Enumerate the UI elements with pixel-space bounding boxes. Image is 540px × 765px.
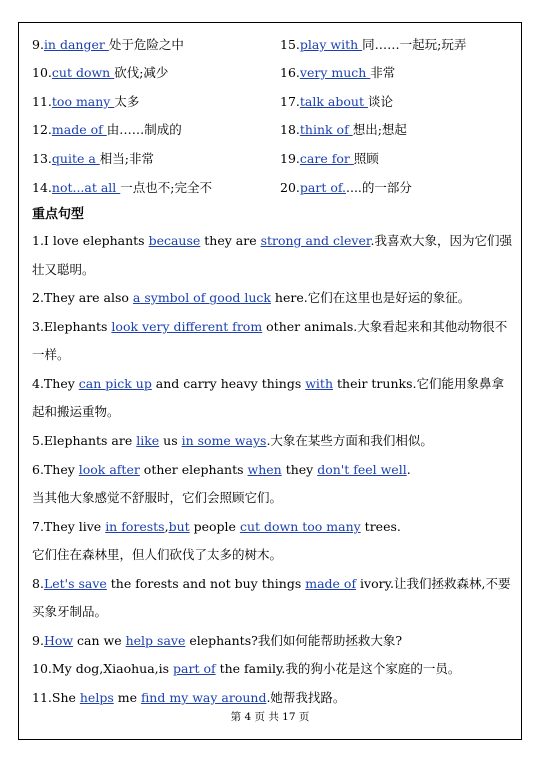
answer-phrase: but — [168, 519, 190, 534]
sentence-text: and carry heavy things — [151, 376, 306, 391]
sentence-text: ivory.让我们拯救森林,不要 — [356, 576, 511, 591]
sentence-text: .我喜欢大象，因为它们强 — [370, 233, 512, 248]
answer-phrase: helps — [79, 690, 114, 705]
sentence-line — [32, 630, 508, 652]
item-number: 16. — [280, 65, 300, 80]
vocab-row — [32, 177, 502, 199]
sentence-text: can we — [73, 633, 126, 648]
answer-phrase: look very different from — [111, 319, 263, 334]
sentence-text: other animals.大象看起来和其他动物很不 — [262, 319, 508, 334]
answer-phrase: in danger — [43, 37, 109, 52]
vocab-item — [32, 148, 154, 170]
vocab-row — [32, 91, 502, 113]
sentence-line — [32, 430, 508, 452]
sentence-text: 2.They are also — [32, 290, 133, 305]
answer-phrase: Let's save — [43, 576, 107, 591]
vocab-item — [32, 91, 139, 113]
definition: 处于危险之中 — [108, 37, 184, 52]
sentence-line — [32, 230, 512, 252]
sentence-text: they — [281, 462, 318, 477]
vocab-item — [280, 62, 395, 84]
definition: 由……制成的 — [106, 122, 182, 137]
sentence-line — [32, 259, 508, 281]
sentence-text: 1.I love elephants — [32, 233, 149, 248]
sentence-line — [32, 658, 508, 680]
sentence-text: 7.They live — [32, 519, 106, 534]
sentence-line — [32, 344, 508, 366]
answer-phrase: very much — [299, 65, 371, 80]
sentence-line — [32, 601, 508, 623]
sentence-text: the forests and not buy things — [106, 576, 306, 591]
answer-phrase: quite a — [51, 151, 100, 166]
definition: 一点也不;完全不 — [120, 180, 212, 195]
answer-phrase: How — [43, 633, 74, 648]
item-number: 12. — [32, 122, 52, 137]
vocab-item — [280, 91, 393, 113]
definition: ....的一部分 — [346, 180, 412, 195]
definition: 太多 — [114, 94, 140, 109]
answer-phrase: not...at all — [51, 180, 121, 195]
vocab-item — [32, 119, 182, 141]
answer-phrase: a symbol of good luck — [132, 290, 271, 305]
definition: 相当;非常 — [99, 151, 154, 166]
sentence-text: 壮又聪明。 — [32, 262, 95, 277]
sentence-line — [32, 373, 508, 395]
definition: 照顾 — [353, 151, 379, 166]
sentence-text: 11.She — [32, 690, 80, 705]
sentence-text: here.它们在这里也是好运的象征。 — [270, 290, 471, 305]
sentence-line — [32, 401, 508, 423]
sentence-line — [32, 687, 508, 709]
item-number: 14. — [32, 180, 52, 195]
sentence-text: . — [406, 462, 411, 477]
sentence-line — [32, 573, 511, 595]
vocab-item — [32, 34, 184, 56]
item-number: 9. — [32, 37, 44, 52]
vocab-item — [32, 62, 168, 84]
sentence-text: .大象在某些方面和我们相似。 — [266, 433, 433, 448]
sentence-line — [32, 287, 508, 309]
item-number: 13. — [32, 151, 52, 166]
sentence-text: the family.我的狗小花是这个家庭的一员。 — [215, 661, 461, 676]
sentence-line — [32, 544, 508, 566]
sentence-text: trees. — [360, 519, 401, 534]
definition: 非常 — [370, 65, 396, 80]
sentence-text: 9. — [32, 633, 44, 648]
answer-phrase: look after — [78, 462, 140, 477]
sentence-text: 一样。 — [32, 347, 70, 362]
sentence-text: 它们住在森林里，但人们砍伐了太多的树木。 — [32, 547, 283, 562]
answer-phrase: can pick up — [78, 376, 152, 391]
vocab-item — [280, 119, 407, 141]
sentence-text: other elephants — [139, 462, 248, 477]
answer-phrase: because — [148, 233, 201, 248]
answer-phrase: made of — [51, 122, 107, 137]
answer-phrase: cut down — [51, 65, 115, 80]
answer-phrase: like — [136, 433, 160, 448]
answer-phrase: made of — [305, 576, 357, 591]
sentence-text: people — [189, 519, 240, 534]
item-number: 20. — [280, 180, 300, 195]
sentence-line — [32, 316, 508, 338]
sentence-text: 10.My dog,Xiaohua,is — [32, 661, 174, 676]
item-number: 19. — [280, 151, 300, 166]
sentence-text: us — [159, 433, 182, 448]
sentence-text: 当其他大象感觉不舒服时，它们会照顾它们。 — [32, 490, 283, 505]
answer-phrase: in some ways — [181, 433, 267, 448]
answer-phrase: part of — [173, 661, 216, 676]
item-number: 11. — [32, 94, 52, 109]
page-footer: 第 4 页 共 17 页 — [230, 711, 310, 723]
answer-phrase: too many — [51, 94, 115, 109]
answer-phrase: don't feel well — [317, 462, 407, 477]
definition: 想出;想起 — [352, 122, 407, 137]
answer-phrase: cut down too many — [239, 519, 361, 534]
sentence-line — [32, 487, 508, 509]
answer-phrase: part of. — [299, 180, 346, 195]
sentence-text: they are — [200, 233, 261, 248]
sentence-text: their trunks.它们能用象鼻拿 — [333, 376, 504, 391]
sentence-text: 5.Elephants are — [32, 433, 137, 448]
sentence-line — [32, 459, 508, 481]
answer-phrase: when — [247, 462, 282, 477]
item-number: 15. — [280, 37, 300, 52]
item-number: 17. — [280, 94, 300, 109]
item-number: 18. — [280, 122, 300, 137]
sentence-text: 买象牙制品。 — [32, 604, 108, 619]
sentence-text: 6.They — [32, 462, 79, 477]
sentence-text: 起和搬运重物。 — [32, 404, 120, 419]
sentence-text: .她帮我找路。 — [266, 690, 346, 705]
sentence-text: 8. — [32, 576, 44, 591]
vocab-item — [32, 177, 212, 199]
answer-phrase: help save — [125, 633, 186, 648]
answer-phrase: think of — [299, 122, 353, 137]
section-heading: 重点句型 — [32, 207, 85, 222]
vocab-item — [280, 148, 379, 170]
sentence-text: 3.Elephants — [32, 319, 112, 334]
sentence-text: , — [164, 519, 169, 534]
vocab-row — [32, 148, 502, 170]
definition: 谈论 — [367, 94, 393, 109]
sentence-text: elephants?我们如何能帮助拯救大象? — [185, 633, 403, 648]
sentence-text: 4.They — [32, 376, 79, 391]
answer-phrase: talk about — [299, 94, 368, 109]
sentence-text: me — [113, 690, 141, 705]
definition: 砍伐;减少 — [114, 65, 169, 80]
answer-phrase: care for — [299, 151, 354, 166]
definition: 同……一起玩;玩弄 — [362, 37, 467, 52]
answer-phrase: find my way around — [140, 690, 267, 705]
vocab-item — [280, 34, 466, 56]
vocab-row — [32, 62, 502, 84]
answer-phrase: in forests — [105, 519, 165, 534]
answer-phrase: strong and clever — [260, 233, 371, 248]
answer-phrase: with — [305, 376, 334, 391]
item-number: 10. — [32, 65, 52, 80]
vocab-row — [32, 119, 502, 141]
vocab-item — [280, 177, 412, 199]
sentence-line — [32, 516, 508, 538]
vocab-row — [32, 34, 502, 56]
answer-phrase: play with — [299, 37, 363, 52]
